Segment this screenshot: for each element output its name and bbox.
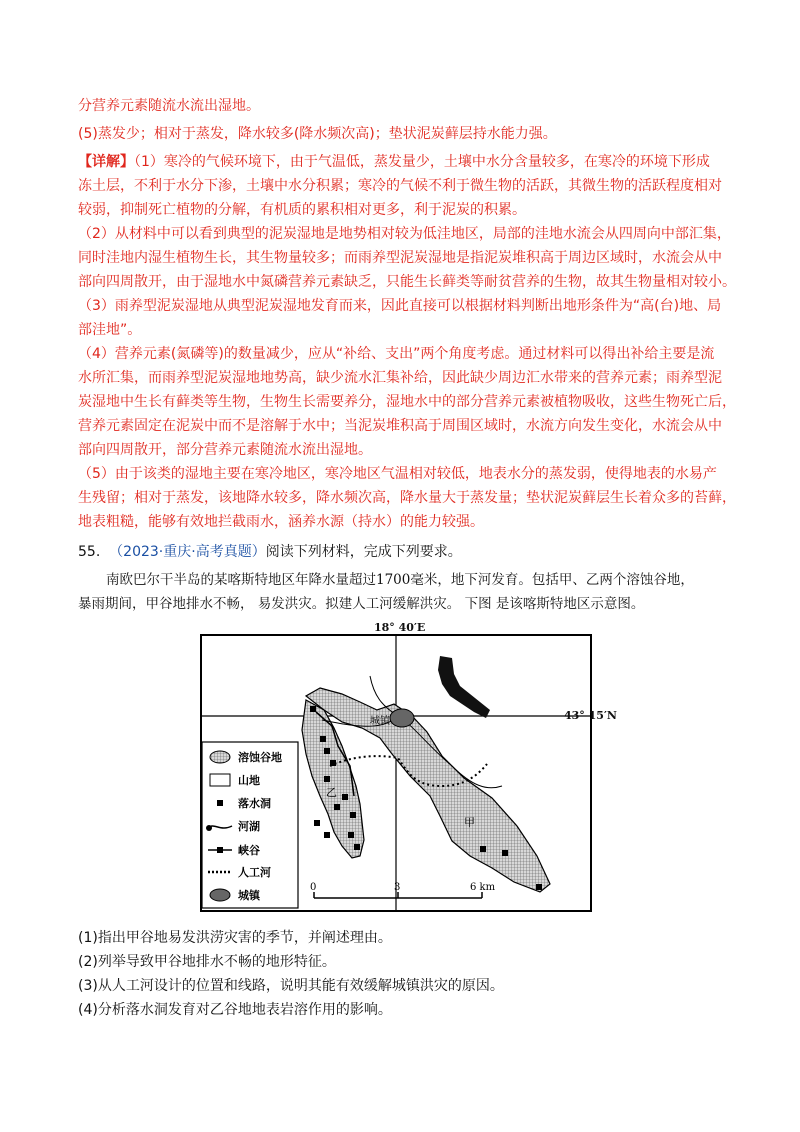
material-l1: 南欧巴尔干半岛的某喀斯特地区年降水量超过1700毫米，地下河发育。包括甲、乙两个溶蚀谷地， [106,572,694,588]
explanation-p4-l1: （4）营养元素(氮磷等)的数量减少，应从“补给、支出”两个角度考虑。通过材料可以得出补给主要是流 [78,346,715,362]
karst-map [200,634,592,912]
label-town: 城镇 [370,716,390,727]
legend-sinkhole-icon [217,800,223,806]
latitude-label: 43° 15′N [564,709,617,722]
scale-bar [310,882,496,898]
question-header [78,542,462,562]
answer-tail: 分营养元素随流水流出湿地。 [78,98,260,114]
explanation-p5-l3: 地表粗糙，能够有效地拦截雨水，涵养水源（持水）的能力较强。 [78,514,484,530]
longitude-label: 18° 40′E [374,621,426,634]
legend-valley-icon [210,751,230,763]
subquestion-2: (2)列举导致甲谷地排水不畅的地形特征。 [78,954,336,970]
label-jia: 甲 [464,816,475,829]
explanation-p5-l2: 生残留；相对于蒸发，该地降水较多，降水频次高，降水量大于蒸发量；垫状泥炭藓层生长着众多的苔藓， [78,490,736,506]
question-number: 55. [78,544,101,560]
legend-item-town: 城镇 [238,889,260,902]
legend-town-icon [210,889,230,901]
subquestion-4: (4)分析落水洞发育对乙谷地地表岩溶作用的影响。 [78,1002,392,1018]
legend-item-sinkhole: 落水洞 [238,797,271,810]
scale-0: 0 [310,882,317,893]
legend-item-mountain: 山地 [238,774,260,787]
explanation-p4-l5: 部向四周散开，部分营养元素随流水流出湿地。 [78,442,372,458]
scale-6: 6 km [470,882,496,893]
explanation-p3-l1: （3）雨养型泥炭湿地从典型泥炭湿地发育而来，因此直接可以根据材料判断出地形条件为“高(台)地、局 [78,298,722,314]
question-source: （2023·重庆·高考真题） [109,544,266,560]
explanation-p2-l1: （2）从材料中可以看到典型的泥炭湿地是地势相对较为低洼地区，局部的洼地水流会从四周向中部汇集， [78,226,731,242]
explanation-p5-l1: （5）由于该类的湿地主要在寒冷地区，寒冷地区气温相对较低，地表水分的蒸发弱，使得地表的水易产 [78,466,717,482]
scale-3: 3 [394,882,401,893]
explanation-p4-l3: 炭湿地中生长有藓类等生物，生物生长需要养分，湿地水中的部分营养元素被植物吸收，这些生物死亡后， [78,394,736,410]
question-prompt: 阅读下列材料，完成下列要求。 [265,544,462,560]
explanation-p1-l2: 冻土层，不利于水分下渗，土壤中水分积累；寒冷的气候不利于微生物的活跃，其微生物的活跃程度相对 [78,178,722,194]
subquestion-3: (3)从人工河设计的位置和线路，说明其能有效缓解城镇洪灾的原因。 [78,978,504,994]
label-yi: 乙 [326,786,337,799]
explanation-label: 【详解】 [78,154,134,170]
explanation-p4-l4: 营养元素固定在泥炭中而不是溶解于水中；当泥炭堆积高于周围区域时，水流方向发生变化，水流会从中 [78,418,722,434]
explanation-p2-l2: 同时洼地内湿生植物生长，其生物量较多；而雨养型泥炭湿地是指泥炭堆积高于周边区域时，水流会从中 [78,250,722,266]
subquestion-1: (1)指出甲谷地易发洪涝灾害的季节，并阐述理由。 [78,930,392,946]
town-marker [390,709,414,727]
explanation-p3-l2: 部洼地”。 [78,322,142,338]
lake-river [438,656,490,718]
explanation-p2-l3: 部向四周散开，由于湿地水中氮磷营养元素缺乏，只能生长藓类等耐贫营养的生物，故其生物量相对较小。 [78,274,736,290]
legend-item-canyon: 峡谷 [238,844,260,857]
legend-item-river: 河湖 [238,820,260,833]
explanation-p1-l1: 【详解】（1）寒冷的气候环境下，由于气温低，蒸发量少，土壤中水分含量较多，在寒冷的环境下形成 [78,154,710,170]
karst-map-svg [202,636,590,910]
legend-mountain-icon [210,774,230,786]
explanation-p4-l2: 水所汇集，而雨养型泥炭湿地地势高，缺少流水汇集补给，因此缺少周边汇水带来的营养元素；雨养型泥 [78,370,722,386]
legend-item-valley: 溶蚀谷地 [238,751,282,764]
legend-item-canal: 人工河 [238,866,271,879]
explanation-p1-l3: 较弱，抑制死亡植物的分解，有机质的累积相对更多，利于泥炭的积累。 [78,202,526,218]
answer-5: (5)蒸发少；相对于蒸发，降水较多(降水频次高)；垫状泥炭藓层持水能力强。 [78,126,557,142]
material-l2: 暴雨期间，甲谷地排水不畅， 易发洪灾。拟建人工河缓解洪灾。 下图 是该喀斯特地区示意图。 [78,596,645,612]
